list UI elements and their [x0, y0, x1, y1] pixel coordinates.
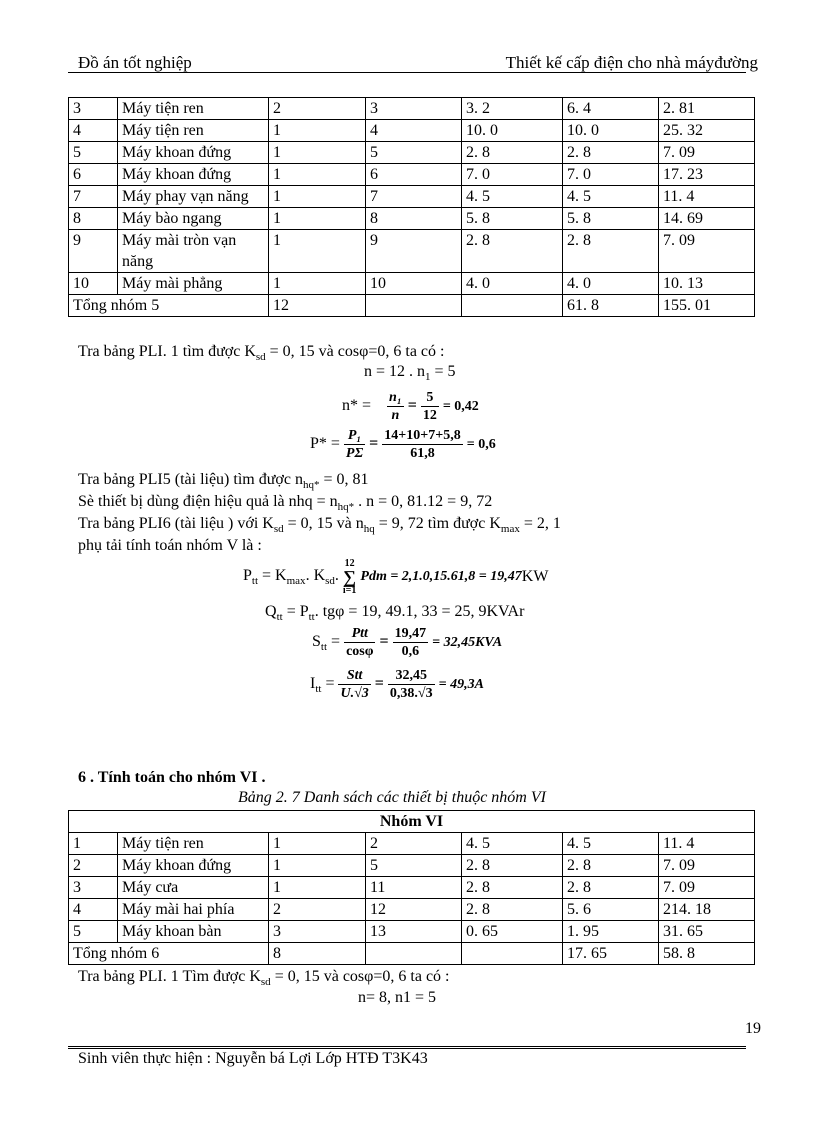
table-cell	[366, 943, 462, 965]
table-cell: 1	[269, 164, 366, 186]
table-cell: 5. 8	[462, 208, 563, 230]
table-cell: 6	[366, 164, 462, 186]
table-cell: 11. 4	[659, 186, 755, 208]
table-cell: 17. 65	[563, 943, 659, 965]
table-cell: Máy tiện ren	[118, 120, 269, 142]
table-cell: 3	[69, 877, 118, 899]
table-cell: 6	[69, 164, 118, 186]
table-cell: Máy khoan đứng	[118, 164, 269, 186]
table-cell: 0. 65	[462, 921, 563, 943]
footer-rule	[68, 1046, 746, 1049]
table-row	[69, 120, 755, 142]
table-cell: 17. 23	[659, 164, 755, 186]
table-cell: 1	[269, 230, 366, 273]
table-cell: 4. 0	[462, 273, 563, 295]
table-cell: 7	[69, 186, 118, 208]
table-cell: 2. 8	[462, 899, 563, 921]
table-cell: 8	[69, 208, 118, 230]
table-cell: 2. 8	[563, 230, 659, 273]
table-cell: 2. 8	[563, 877, 659, 899]
table-cell: 2. 8	[462, 230, 563, 273]
table-cell: Máy mài phẳng	[118, 273, 269, 295]
section-heading: 6 . Tính toán cho nhóm VI .	[78, 769, 266, 786]
table-cell: 9	[366, 230, 462, 273]
table-group-6	[68, 810, 755, 965]
table-cell: 4. 5	[563, 833, 659, 855]
table-cell: 7. 09	[659, 877, 755, 899]
table-cell: 4. 0	[563, 273, 659, 295]
table-row	[69, 921, 755, 943]
table-cell: 14. 69	[659, 208, 755, 230]
table-cell: 214. 18	[659, 899, 755, 921]
table-cell: 2	[269, 899, 366, 921]
table-cell: 5	[69, 921, 118, 943]
table-total-row	[69, 295, 755, 317]
table-cell: 61. 8	[563, 295, 659, 317]
table-cell: Máy khoan bàn	[118, 921, 269, 943]
table-cell: 4	[69, 899, 118, 921]
table-cell: 2. 8	[462, 855, 563, 877]
table-cell: 7	[366, 186, 462, 208]
table-cell: 3	[269, 921, 366, 943]
table-cell: 2. 8	[462, 877, 563, 899]
table-cell: 1. 95	[563, 921, 659, 943]
table-cell: 3	[366, 98, 462, 120]
table-cell: 7. 0	[462, 164, 563, 186]
table-cell: 2. 8	[563, 855, 659, 877]
text-line: Tra bảng PLI6 (tài liệu ) với $K_{sd} = 0$, 15 và $n_{hq} = 9$, 72 tìm được $K_{max} = 2$, 1	[78, 515, 561, 536]
table-cell: 2	[366, 833, 462, 855]
formula-pstar: P* = $\frac{\text{P₁}}{P\Sigma}$ = $\frac{14+10+7+5,8}{61,8}$ = 0,6	[310, 428, 496, 461]
formula-stt: $S_{tt}$ = $\frac{\text{Ptt}}{\cos\varphi}$ = $\frac{19,47}{0,6}$ = 32,45KVA	[312, 626, 503, 659]
formula-n: n = 12 . $n_1 = 5$	[364, 363, 456, 384]
table-row	[69, 208, 755, 230]
table-cell: 12	[366, 899, 462, 921]
table-cell: 7. 0	[563, 164, 659, 186]
table-cell: 5	[69, 142, 118, 164]
table-cell: Máy khoan đứng	[118, 142, 269, 164]
table-row	[69, 98, 755, 120]
table-cell: 1	[269, 186, 366, 208]
table-cell: 3	[69, 98, 118, 120]
table-cell: 2	[69, 855, 118, 877]
table-row	[69, 877, 755, 899]
table-cell: 4. 5	[462, 186, 563, 208]
table-cell: 5. 8	[563, 208, 659, 230]
table-cell: 3. 2	[462, 98, 563, 120]
table-row	[69, 186, 755, 208]
table-cell: 10	[366, 273, 462, 295]
table-cell: 12	[269, 295, 366, 317]
table-title-row	[69, 811, 755, 833]
table-cell: 1	[269, 877, 366, 899]
table-cell: Máy cưa	[118, 877, 269, 899]
table-cell: 2	[269, 98, 366, 120]
table-cell: 1	[269, 120, 366, 142]
table-cell: Máy khoan đứng	[118, 855, 269, 877]
table-row	[69, 855, 755, 877]
table-cell: 58. 8	[659, 943, 755, 965]
table-cell: 4	[69, 120, 118, 142]
table-cell: 8	[366, 208, 462, 230]
table-cell: Máy phay vạn năng	[118, 186, 269, 208]
table-row	[69, 273, 755, 295]
table-cell: 8	[269, 943, 366, 965]
table-cell: 5	[366, 142, 462, 164]
table-cell: Máy mài hai phía	[118, 899, 269, 921]
table-row	[69, 230, 755, 273]
table-cell: 1	[269, 208, 366, 230]
table-cell: 1	[269, 833, 366, 855]
text-line: Tra bảng PLI. 1 Tìm được $K_{sd} = 0$, 15 và cosφ=0, 6 ta có :	[78, 968, 450, 989]
table-cell: 6. 4	[563, 98, 659, 120]
table-cell: 10. 0	[563, 120, 659, 142]
table-cell: 2. 8	[462, 142, 563, 164]
table-cell: 1	[269, 142, 366, 164]
table-cell: 155. 01	[659, 295, 755, 317]
formula-nstar: n* = $\frac{\text{n₁}}{n}$ = $\frac{5}{12}$ = 0,42	[342, 390, 479, 423]
table-cell: 10. 0	[462, 120, 563, 142]
formula-n6: n= 8, n1 = 5	[358, 989, 437, 1006]
table-cell: 31. 65	[659, 921, 755, 943]
table-row	[69, 833, 755, 855]
table-cell: Máy tiện ren	[118, 833, 269, 855]
table-cell: Nhóm VI	[69, 811, 755, 833]
table-cell: 1	[69, 833, 118, 855]
table-cell: 7. 09	[659, 855, 755, 877]
text-line: phụ tải tính toán nhóm V là :	[78, 537, 262, 554]
table-cell: 7. 09	[659, 142, 755, 164]
table-cell: Tổng nhóm 5	[69, 295, 269, 317]
table-cell	[462, 943, 563, 965]
table-cell: 4. 5	[462, 833, 563, 855]
text-line: Tra bảng PLI. 1 tìm được $K_{sd} = 0$, 15 và cosφ=0, 6 ta có :	[78, 343, 445, 364]
table-cell: 5. 6	[563, 899, 659, 921]
table-caption: Bảng 2. 7 Danh sách các thiết bị thuộc nhóm VI	[238, 789, 546, 806]
table-cell: 2. 81	[659, 98, 755, 120]
table-cell: 5	[366, 855, 462, 877]
table-cell: Máy bào ngang	[118, 208, 269, 230]
text-line: Sè thiết bị dùng điện hiệu quả là nhq = $n_{hq*}$ . n = 0, 81.12 = 9, 72	[78, 493, 493, 514]
header-rule	[68, 72, 746, 73]
footer-text: Sinh viên thực hiện : Nguyễn bá Lợi Lớp HTĐ T3K43	[78, 1050, 428, 1067]
table-cell: 9	[69, 230, 118, 273]
table-cell	[462, 295, 563, 317]
table-row	[69, 899, 755, 921]
header-right: Thiết kế cấp điện cho nhà máyđường	[505, 53, 758, 72]
table-cell: 13	[366, 921, 462, 943]
table-group-5	[68, 97, 755, 317]
table-cell: 4	[366, 120, 462, 142]
table-cell: 1	[269, 855, 366, 877]
text-line: Tra bảng PLI5 (tài liệu) tìm được $n_{hq*} = 0$, 81	[78, 471, 369, 492]
table-cell	[366, 295, 462, 317]
table-cell: Máy mài tròn vạn năng	[118, 230, 269, 273]
table-cell: 1	[269, 273, 366, 295]
table-cell: 2. 8	[563, 142, 659, 164]
table-cell: Tổng nhóm 6	[69, 943, 269, 965]
formula-qtt: $Q_{tt} = P_{tt}$. tgφ = 19, 49.1, 33 = 25, 9KVAr	[265, 603, 525, 624]
table-cell: 11	[366, 877, 462, 899]
table-cell: 10	[69, 273, 118, 295]
table-cell: 10. 13	[659, 273, 755, 295]
table-cell: Máy tiện ren	[118, 98, 269, 120]
formula-itt: $I_{tt}$ = $\frac{\text{Stt}}{U.√3}$ = $\frac{32,45}{0,38.√3}$ = 49,3A	[310, 668, 484, 701]
table-total-row	[69, 943, 755, 965]
header-left: Đồ án tốt nghiệp	[78, 53, 192, 72]
table-row	[69, 142, 755, 164]
table-cell: 4. 5	[563, 186, 659, 208]
formula-ptt: $P_{tt} = K_{max}$. $K_{sd}$. 12 ∑ i=1 Pdm = 2,1.0,15.61,8 = 19,47KW	[243, 558, 549, 596]
table-row	[69, 164, 755, 186]
table-cell: 11. 4	[659, 833, 755, 855]
table-cell: 7. 09	[659, 230, 755, 273]
page-number: 19	[745, 1020, 761, 1037]
table-cell: 25. 32	[659, 120, 755, 142]
